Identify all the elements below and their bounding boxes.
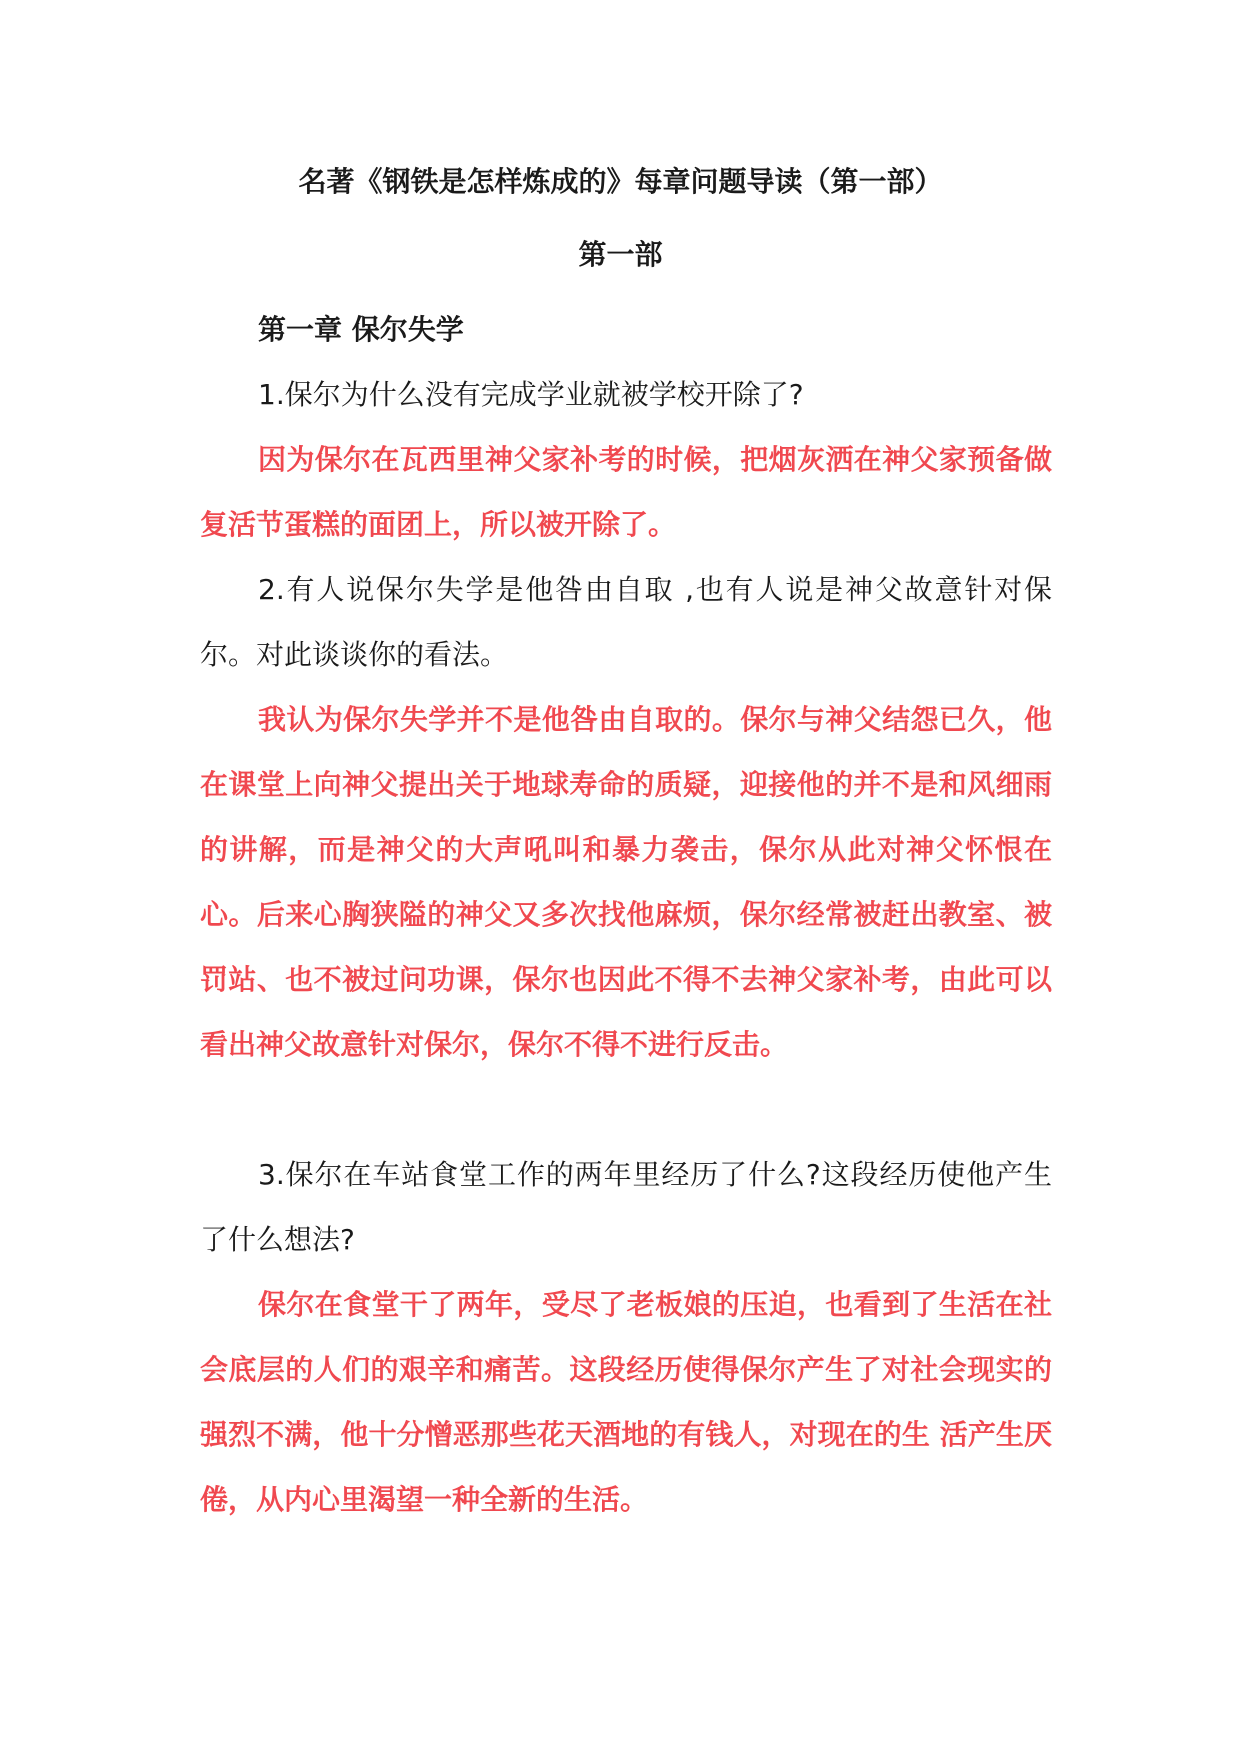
document-body	[200, 297, 1052, 1532]
document-title: 名著《钢铁是怎样炼成的》每章问题导读（第一部）	[298, 165, 943, 198]
answer-3: 保尔在食堂干了两年，受尽了老板娘的压迫，也看到了生活在社会底层的人们的艰辛和痛苦。这段经历使得保尔产生了对社会现实的强烈不满，他十分憎恶那些花天酒地的有钱人，对现在的生 活产生厌倦，从内心里渴望一种全新的生活。	[200, 1288, 1052, 1516]
question-3: 3.保尔在车站食堂工作的两年里经历了什么?这段经历使他产生了什么想法?	[200, 1158, 1052, 1256]
paragraph-spacer	[200, 1077, 1052, 1142]
answer-1: 因为保尔在瓦西里神父家补考的时候，把烟灰洒在神父家预备做复活节蛋糕的面团上，所以被开除了。	[200, 443, 1052, 541]
question-2: 2.有人说保尔失学是他咎由自取 ,也有人说是神父故意针对保尔。对此谈谈你的看法。	[200, 573, 1052, 671]
answer-2: 我认为保尔失学并不是他咎由自取的。保尔与神父结怨已久，他在课堂上向神父提出关于地球寿命的质疑，迎接他的并不是和风细雨的讲解，而是神父的大声吼叫和暴力袭击，保尔从此对神父怀恨在心。后来心胸狭隘的神父又多次找他麻烦，保尔经常被赶出教室、被罚站、也不被过问功课，保尔也因此不得不去神父家补考，由此可以看出神父故意针对保尔，保尔不得不进行反击。	[200, 703, 1052, 1061]
chapter-heading: 第一章 保尔失学	[258, 313, 464, 346]
part-heading: 第一部	[578, 238, 663, 271]
question-1: 1.保尔为什么没有完成学业就被学校开除了?	[258, 378, 804, 411]
